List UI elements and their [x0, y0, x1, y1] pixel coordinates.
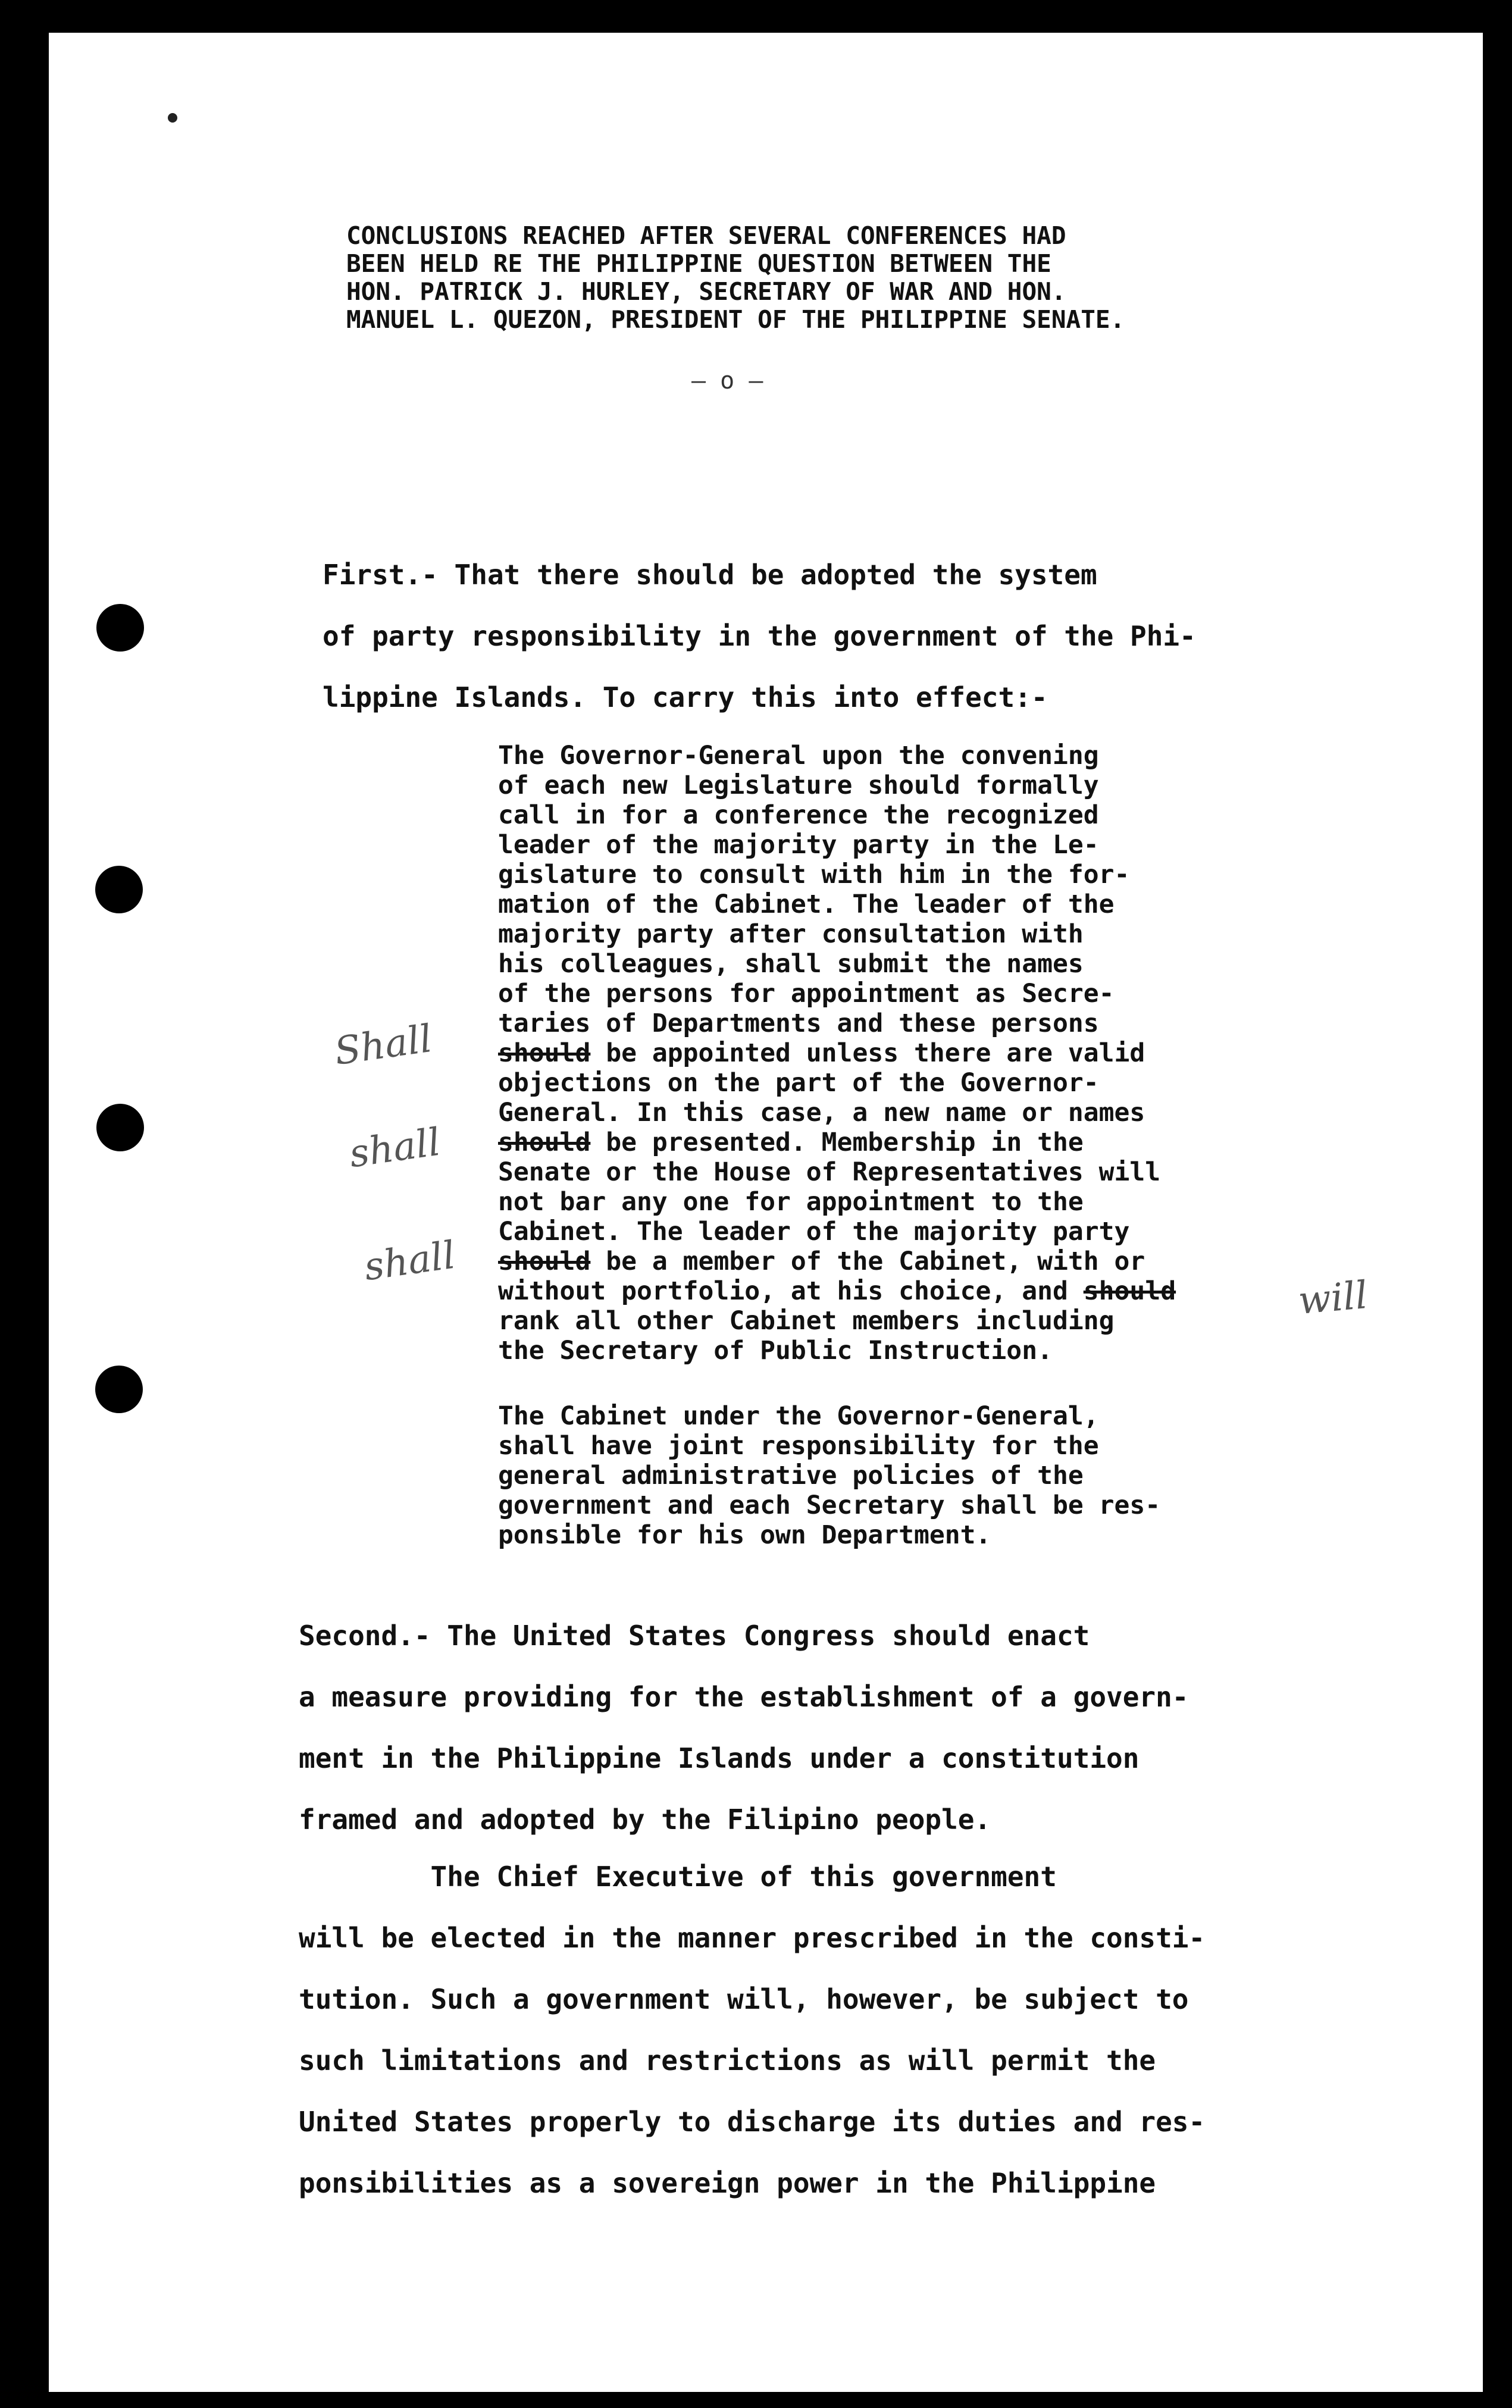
- paragraph-first: First.- That there should be adopted the system of party responsibility in the government of the Phi- lippine Islands. To carry this into effect:-: [323, 559, 1196, 713]
- title-divider: — o —: [691, 367, 763, 394]
- indented-block-cabinet: The Governor-General upon the convening of each new Legislature should formally call in for a conference the recognized leader of the majority party in the Le- gislature to consult with him in the for- mation of the Cabinet. The leader of the majority party after consultation with his colleagues, shall submit the names of the persons for appointment as Secre- taries of Departments and these persons should be appointed unless there are valid objections on the part of the Governor- General. In this case, a new name or names should be presented. Membership in the Senate or the House of Representatives will not bar any one for appointment to the Cabinet. The leader of the majority party should be a member of the Cabinet, with or without portfolio, at his choice, and should rank all other Cabinet members including the Secretary of Public Instruction.: [498, 741, 1176, 1366]
- paragraph-chief-executive: The Chief Executive of this government will be elected in the manner prescribed in the consti- tution. Such a government will, however, be subject to such limitations and restrictions as will permit the United States properly to discharge its duties and res- ponsibilities as a sovereign power in the Philippine: [299, 1861, 1206, 2199]
- document-page: [49, 33, 1483, 2392]
- handwritten-shall-3: shall: [361, 1233, 458, 1290]
- struck-word: should: [498, 1247, 591, 1276]
- paragraph-second: Second.- The United States Congress should enact a measure providing for the establishment of a govern- ment in the Philippine Islands under a constitution framed and adopted by the Filipino people.: [299, 1620, 1189, 1836]
- punch-hole: [96, 1104, 144, 1151]
- struck-word: should: [498, 1128, 591, 1157]
- document-title: CONCLUSIONS REACHED AFTER SEVERAL CONFERENCES HAD BEEN HELD RE THE PHILIPPINE QUESTION BETWEEN THE HON. PATRICK J. HURLEY, SECRETARY OF WAR AND HON. MANUEL L. QUEZON, PRESIDENT OF THE PHILIPPINE SENATE.: [346, 221, 1125, 334]
- handwritten-will: will: [1296, 1273, 1370, 1323]
- punch-hole: [95, 1366, 143, 1413]
- struck-word: should: [498, 1038, 591, 1068]
- handwritten-shall-2: shall: [346, 1120, 443, 1177]
- indented-block-responsibility: The Cabinet under the Governor-General, shall have joint responsibility for the general administrative policies of the government and each Secretary shall be res- ponsible for his own Department.: [498, 1401, 1161, 1550]
- handwritten-shall-1: Shall: [331, 1016, 435, 1075]
- punch-hole: [95, 866, 143, 913]
- struck-word: should: [1083, 1276, 1176, 1306]
- punch-hole: [96, 604, 144, 652]
- ink-speck: [168, 113, 177, 123]
